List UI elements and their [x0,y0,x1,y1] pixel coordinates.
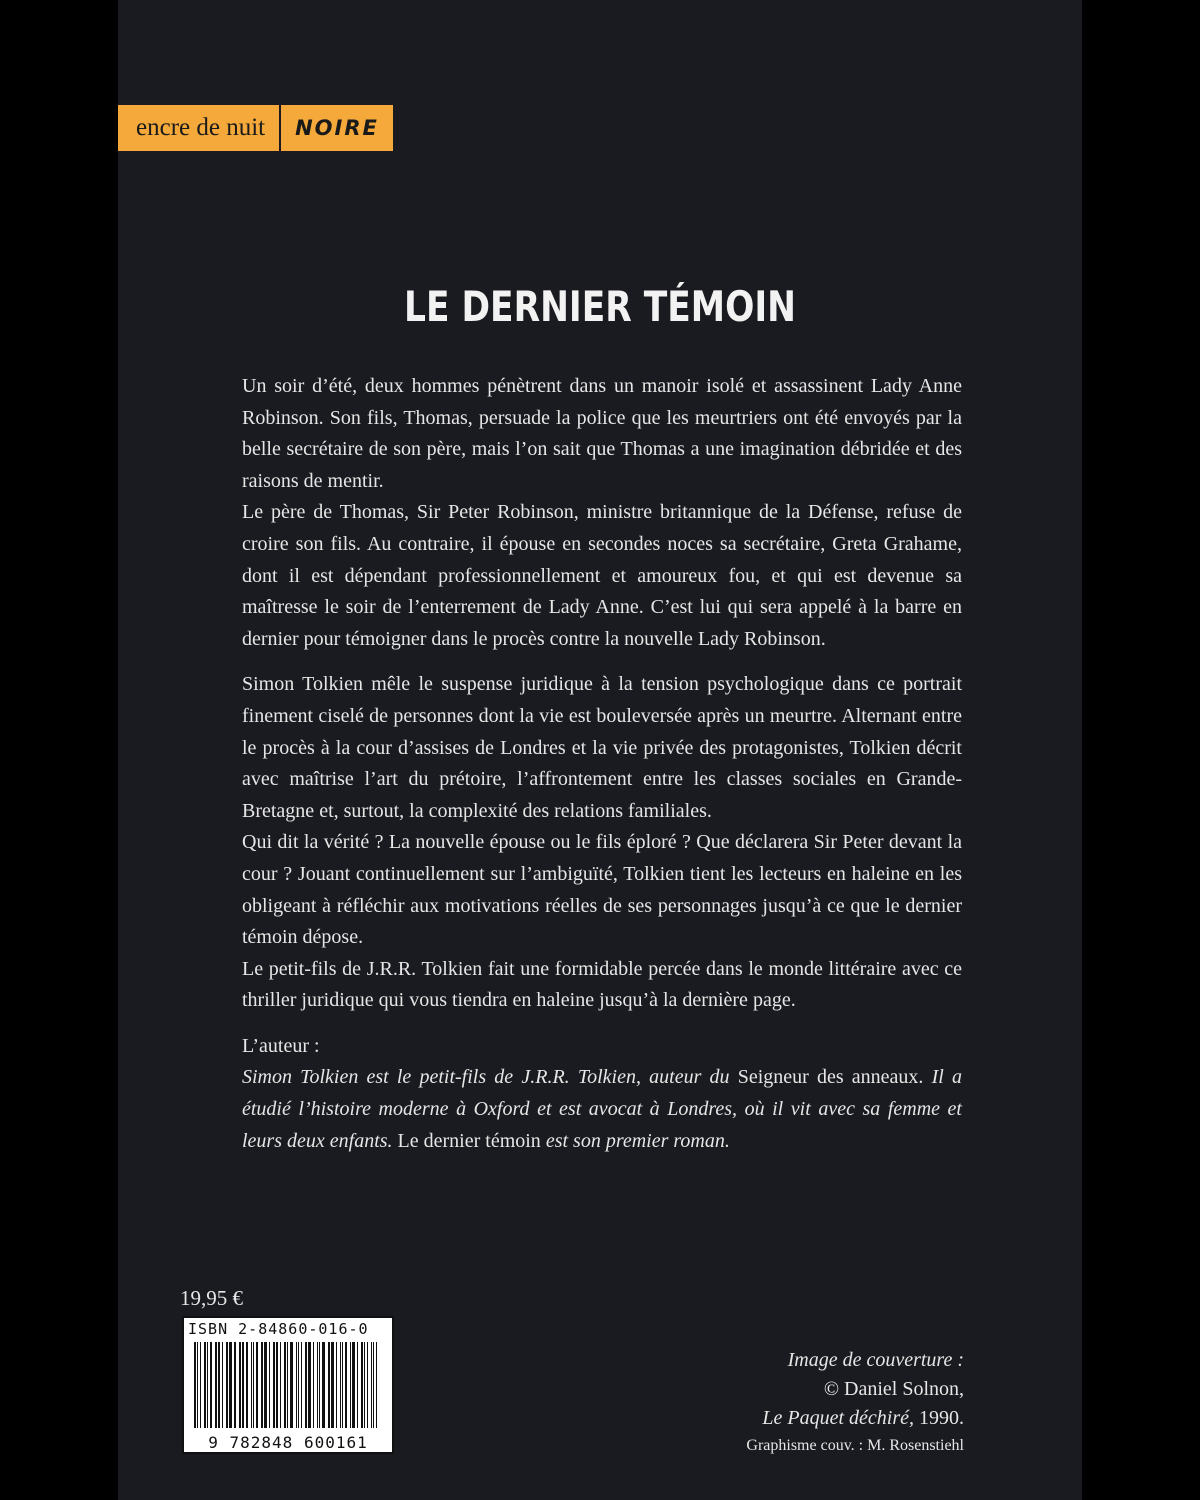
series-label: encre de nuit [118,105,281,151]
cover-credits [746,1346,964,1459]
credits-design: Graphisme couv. : M. Rosenstiehl [746,1437,964,1454]
blurb-paragraph-3: Simon Tolkien mêle le suspense juridique à la tension psychologique dans ce portrait finement ciselé de personnes dont la vie est bouleversée après un meurtre. Alternant entre le procès à la cour d’assises de Londres et la vie privée des protagonistes, Tolkien décrit avec maîtrise l’art du prétoire, l’affrontement entre les classes sociales en Grande-Bretagne et, surtout, la complexité des relations familiales. [242,673,962,822]
blurb-paragraph-1: Un soir d’été, deux hommes pénètrent dans un manoir isolé et assassinent Lady Anne Robinson. Son fils, Thomas, persuade la police que les meurtriers ont été envoyés par la belle secrétaire de son père, mais l’on sait que Thomas a une imagination débridée et des raisons de mentir. [242,375,962,492]
author-bio-part-1: Simon Tolkien est le petit-fils de J.R.R. Tolkien, auteur du [242,1066,730,1089]
credits-artist: © Daniel Solnon, [823,1378,964,1400]
credits-work [746,1404,964,1433]
author-heading: L’auteur : [242,1034,320,1057]
author-bio-part-3: Il a étudié l’histoire moderne à Oxford et est avocat à Londres, où il vit avec sa femme et leurs deux enfants. [242,1066,962,1152]
blurb-paragraph-5: Le petit-fils de J.R.R. Tolkien fait une formidable percée dans le monde littéraire avec ce thriller juridique qui vous tiendra en haleine jusqu’à la dernière page. [242,957,962,1012]
isbn-text: ISBN 2-84860-016-0 [188,1320,369,1338]
author-bio-part-2: Seigneur des anneaux. [729,1066,932,1089]
blurb-text [242,371,962,1157]
credits-work-title: Le Paquet déchiré, [762,1407,914,1429]
author-bio-part-4: Le dernier témoin [392,1129,546,1152]
author-bio [242,1062,962,1157]
ean-number: 9 782848 600161 [184,1433,392,1452]
collection-label: NOIRE [281,105,393,151]
price: 19,95 € [180,1286,243,1310]
barcode-bars [194,1342,382,1428]
book-back-cover [118,0,1082,1500]
credits-year: 1990. [914,1407,964,1429]
blurb-paragraph-2: Le père de Thomas, Sir Peter Robinson, ministre britannique de la Défense, refuse de croire son fils. Au contraire, il épouse en secondes noces sa secrétaire, Greta Grahame, dont il est dépendant professionnellement et amoureux fou, et qui est devenue sa maîtresse le soir de l’enterrement de Lady Anne. C’est lui qui sera appelé à la barre en dernier pour témoigner dans le procès contre la nouvelle Lady Robinson. [242,501,962,650]
publisher-banner [118,105,393,151]
blurb-paragraph-4: Qui dit la vérité ? La nouvelle épouse ou le fils éploré ? Que déclarera Sir Peter devant la cour ? Jouant continuellement sur l’ambiguïté, Tolkien tient les lecteurs en haleine en les obligeant à réfléchir aux motivations réelles de ses personnages jusqu’à ce que le dernier témoin dépose. [242,831,962,949]
credits-label: Image de couverture : [787,1349,964,1371]
book-title: LE DERNIER TÉMOIN [404,282,796,331]
author-bio-part-5: est son premier roman. [545,1129,730,1152]
barcode [182,1316,394,1454]
